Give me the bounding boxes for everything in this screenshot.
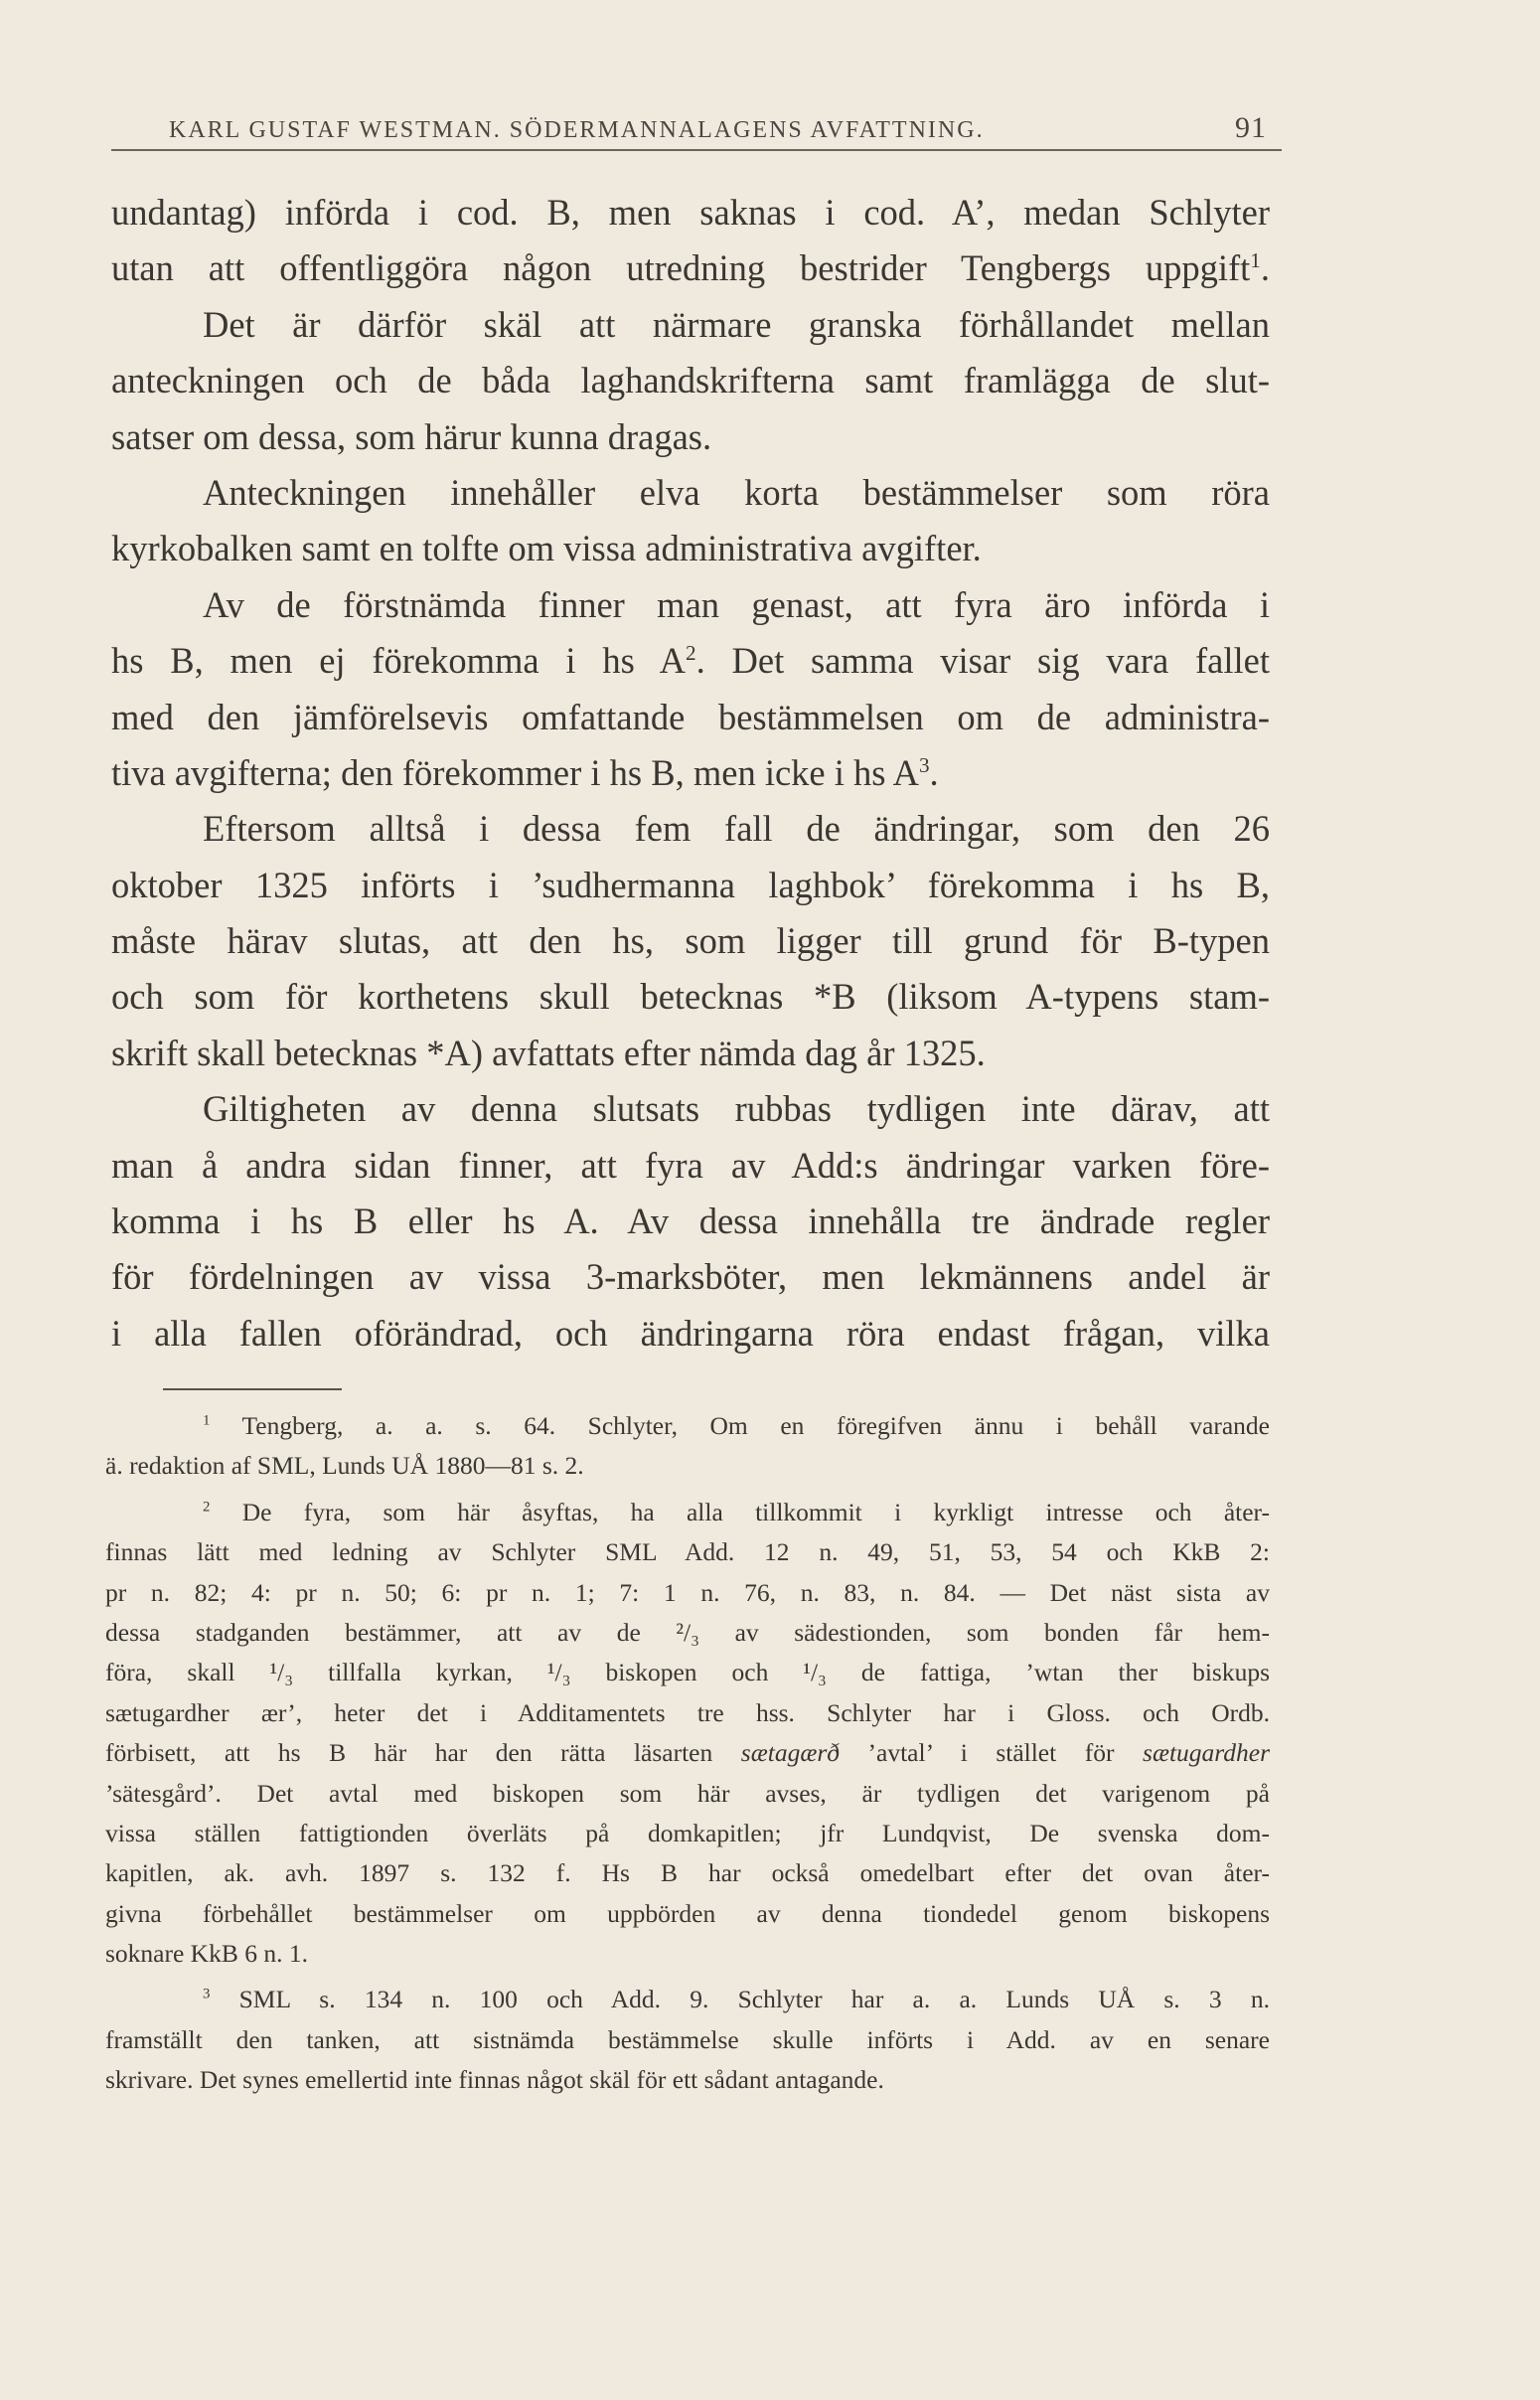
italic-term: sætugardher <box>1143 1738 1271 1768</box>
body-text <box>111 185 1270 1361</box>
footnote-ref-3[interactable]: 3 <box>918 752 930 777</box>
body-line: oktober 1325 införts i ’sudhermanna laghbok’ förekomma i hs B, <box>111 864 1270 905</box>
body-line: utan att offentliggöra någon utredning bestrider Tengbergs uppgift$^1$. <box>111 247 1270 289</box>
header-rule <box>111 149 1282 151</box>
footnote-ref-1[interactable]: 1 <box>1250 248 1261 273</box>
body-line: med den jämförelsevis omfattande bestämmelsen om de administra- <box>111 696 1270 737</box>
body-line: för fördelningen av vissa 3-marksböter, men lekmännens andel är <box>111 1256 1270 1298</box>
footnote-marker: 3 <box>203 1986 211 2002</box>
footnote-1: $^1$ Tengberg, a. a. s. 64. Schlyter, Om en föregifven ännu i behåll varande ä. redaktion af SML, Lunds UÅ 1880—81 s. 2. <box>105 1411 1270 1481</box>
body-line: man å andra sidan finner, att fyra av Add:s ändringar varken före- <box>111 1144 1270 1186</box>
page-number: 91 <box>1235 111 1267 144</box>
body-line: Det är därför skäl att närmare granska förhållandet mellan <box>203 303 1270 345</box>
body-line: anteckningen och de båda laghandskrifterna samt framlägga de slut- <box>111 360 1270 401</box>
footnote-marker: 2 <box>203 1499 211 1516</box>
body-line: Giltigheten av denna slutsats rubbas tydligen inte därav, att <box>203 1088 1270 1130</box>
body-line: skrift skall betecknas *A) avfattats efter nämda dag år 1325. <box>111 1032 986 1073</box>
body-line: satser om dessa, som härur kunna dragas. <box>111 415 712 457</box>
body-line: Av de förstnämda finner man genast, att fyra äro införda i <box>203 583 1270 625</box>
italic-term: sætagærð <box>740 1738 840 1768</box>
footnotes <box>105 1406 1270 2101</box>
body-line: kyrkobalken samt en tolfte om vissa administrativa avgifter. <box>111 528 982 569</box>
footnote-marker: 1 <box>203 1412 211 1429</box>
footnote-3: $^3$ SML s. 134 n. 100 och Add. 9. Schlyter har a. a. Lunds UÅ s. 3 n. framställt den tanken, att sistnämda bestämmelse skulle införts i Add. av en senare skrivare. Det synes emellertid inte finnas något skäl för ett sådant antagande. <box>105 1985 1270 2095</box>
body-line: tiva avgifterna; den förekommer i hs B, men icke i hs $A^3$. <box>111 751 939 793</box>
body-line: måste härav slutas, att den hs, som ligger till grund för B-typen <box>111 920 1270 962</box>
body-line: undantag) införda i cod. B, men saknas i cod. A’, medan Schlyter <box>111 192 1270 233</box>
body-line: Anteckningen innehåller elva korta bestämmelser som röra <box>203 471 1270 513</box>
body-line: och som för korthetens skull betecknas *B (liksom A-typens stam- <box>111 976 1270 1018</box>
footnote-2: $^2$ De fyra, som här åsyftas, ha alla tillkommit i kyrkligt intresse och åter- finnas lätt med ledning av Schlyter SML Add. 12 n. 49, 51, 53, 54 och KkB 2: pr n. 82; 4: pr n. 50; 6: pr n. 1; 7: 1 n. 76, n. 83, n. 84. — Det näst sista av dessa stadganden bestämmer, att av de ²/₃ av sädestionden, som bonden får hem- föra, skall ¹/₃ tillfalla kyrkan, ¹/₃ biskopen och ¹/₃ de fattiga, ’wtan ther biskups sætugardher ær’, heter det i Additamentets tre hss. Schlyter har i Gloss. och Ordb. förbisett, att hs B här har den rätta läsarten sætagærð ’avtal’ i stället för sætugardher ’sätesgård’. Det avtal med biskopen som här avses, är tydligen det varigenom på vissa ställen fattigtionden överläts på domkapitlen; jfr Lundqvist, De svenska dom- kapitlen, ak. avh. 1897 s. 132 f. Hs B har också omedelbart efter det ovan åter- givna förbehållet bestämmelser om uppbörden av denna tiondedel genom biskopens soknare KkB 6 n. 1. <box>105 1497 1271 1969</box>
body-line: hs B, men ej förekomma i hs $A^2$. Det samma visar sig vara fallet <box>111 640 1271 682</box>
footnote-ref-2[interactable]: 2 <box>686 640 696 665</box>
running-title: KARL GUSTAF WESTMAN. SÖDERMANNALAGENS AVFATTNING. <box>169 117 985 143</box>
footnote-rule <box>163 1388 342 1390</box>
body-line: komma i hs B eller hs A. Av dessa innehålla tre ändrade regler <box>111 1200 1270 1242</box>
body-line: Eftersom alltså i dessa fem fall de ändringar, som den 26 <box>203 808 1270 850</box>
body-line: i alla fallen oförändrad, och ändringarna röra endast frågan, vilka <box>111 1312 1270 1354</box>
running-header <box>169 111 1267 145</box>
